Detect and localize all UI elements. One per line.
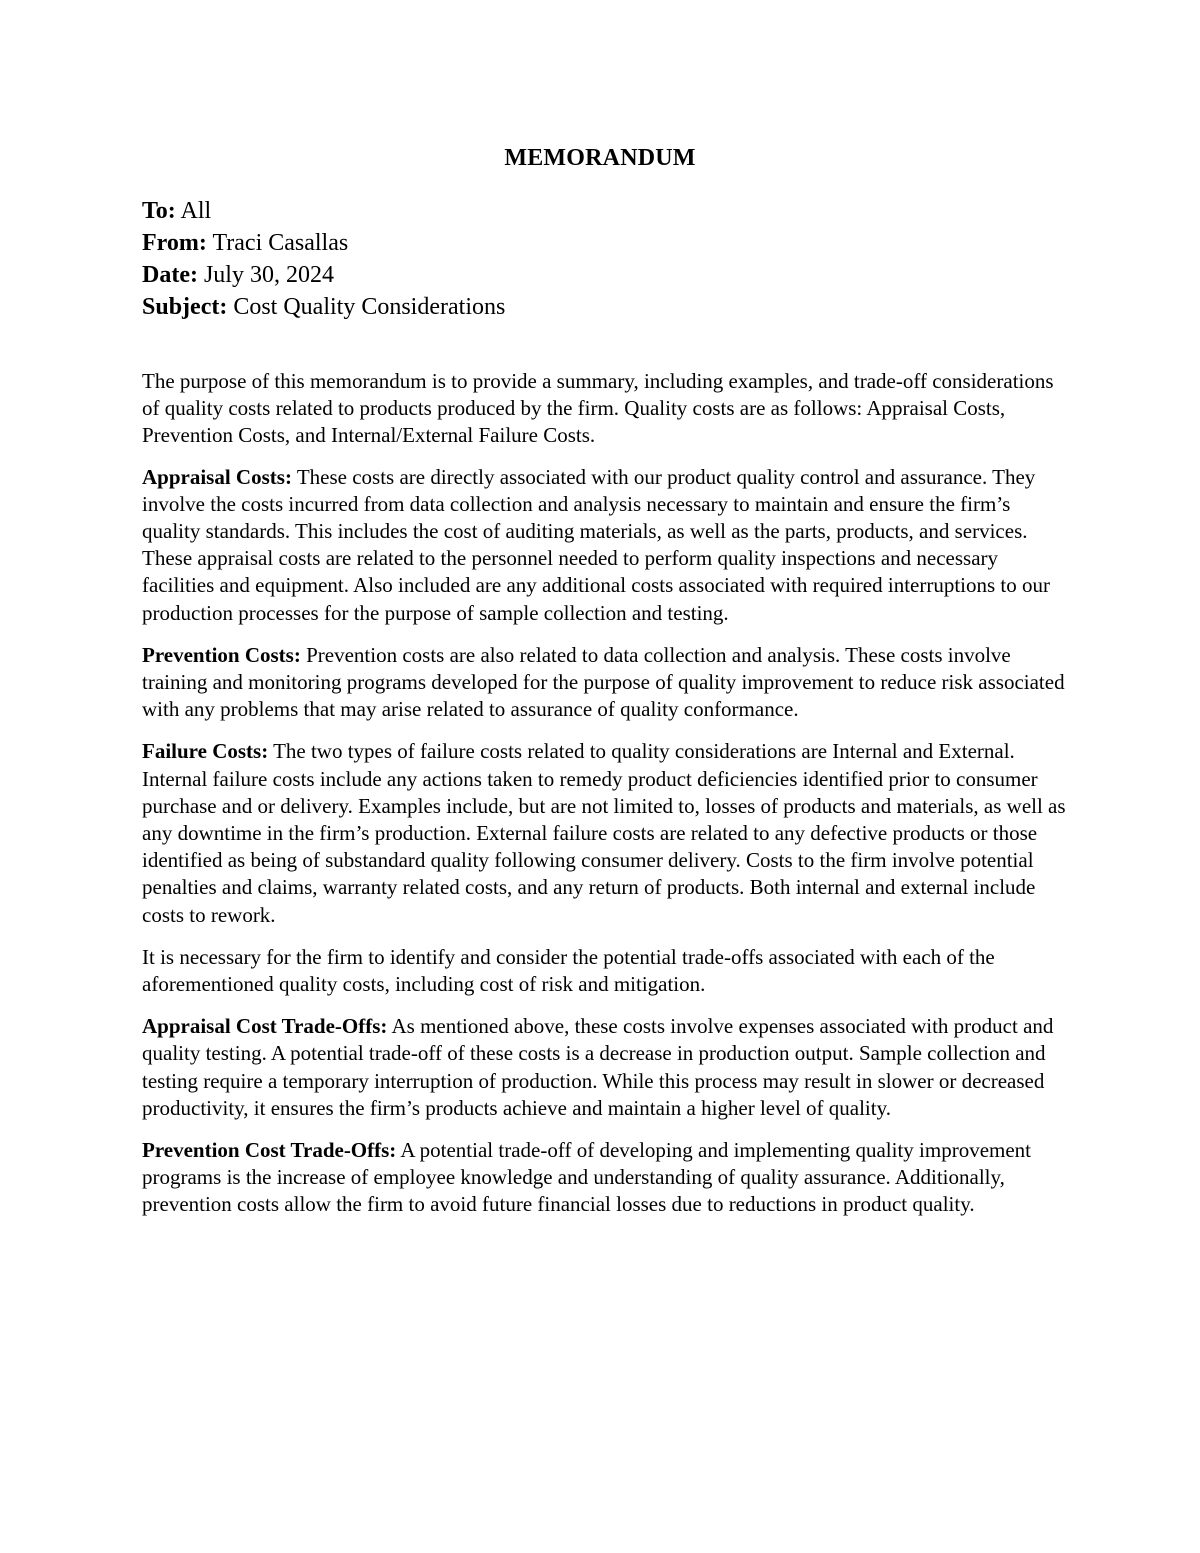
intro-paragraph: The purpose of this memorandum is to provide a summary, including examples, and trade-off considerations of quality costs related to products produced by the firm. Quality costs are as follows: Appraisal Costs, Prevention Costs, and Internal/External Failure Costs. — [142, 369, 1054, 448]
failure-costs-heading: Failure Costs: — [142, 739, 269, 764]
from-value: Traci Casallas — [212, 230, 349, 256]
memo-body — [142, 368, 1067, 1234]
failure-costs-text: The two types of failure costs related to quality considerations are Internal and External. Internal failure costs include any actions taken to remedy product deficiencies identified prior to consumer purchase and or delivery. Examples include, but are not limited to, losses of products and materials, as well as any downtime in the firm’s production. External failure costs are related to any defective products or those identified as being of substandard quality following consumer delivery. Costs to the firm involve potential penalties and claims, warranty related costs, and any return of products. Both internal and external include costs to rework. — [142, 739, 1066, 927]
appraisal-tradeoffs-heading: Appraisal Cost Trade-Offs: — [142, 1014, 388, 1039]
date-line — [142, 259, 1062, 291]
appraisal-costs-heading: Appraisal Costs: — [142, 464, 292, 489]
subject-value: Cost Quality Considerations — [233, 294, 506, 320]
prevention-costs-heading: Prevention Costs: — [142, 642, 301, 667]
appraisal-tradeoffs-text: As mentioned above, these costs involve expenses associated with product and quality testing. A potential trade-off of these costs is a decrease in production output. Sample collection and testing require a temporary interruption of production. While this process may result in slower or decreased productivity, it ensures the firm’s products achieve and maintain a higher level of quality. — [142, 1014, 1054, 1120]
appraisal-costs-text: These costs are directly associated with our product quality control and assurance. They involve the costs incurred from data collection and analysis necessary to maintain and ensure the firm’s quality standards. This includes the cost of auditing materials, as well as the parts, products, and services. These appraisal costs are related to the personnel needed to perform quality inspections and necessary facilities and equipment. Also included are any additional costs associated with required interruptions to our production processes for the purpose of sample collection and testing. — [142, 464, 1051, 625]
prevention-costs-paragraph — [142, 642, 1067, 724]
subject-label: Subject: — [142, 294, 228, 320]
from-line — [142, 227, 1062, 259]
prevention-costs-text: Prevention costs are also related to data collection and analysis. These costs involve training and monitoring programs developed for the purpose of quality improvement to reduce risk associated with any problems that may arise related to assurance of quality conformance. — [142, 642, 1065, 722]
prevention-tradeoffs-paragraph — [142, 1137, 1067, 1219]
to-line — [142, 195, 1062, 227]
failure-costs-paragraph — [142, 738, 1067, 928]
memo-header — [142, 195, 1062, 323]
prevention-tradeoffs-heading: Prevention Cost Trade-Offs: — [142, 1138, 397, 1163]
appraisal-costs-paragraph — [142, 464, 1067, 627]
subject-line — [142, 291, 1062, 323]
appraisal-tradeoffs-paragraph — [142, 1013, 1067, 1122]
tradeoff-intro-paragraph: It is necessary for the firm to identify and consider the potential trade-offs associated with each of the aforementioned quality costs, including cost of risk and mitigation. — [142, 944, 995, 997]
to-label: To: — [142, 198, 176, 224]
date-label: Date: — [142, 262, 198, 288]
to-value: All — [180, 198, 212, 224]
memo-title: MEMORANDUM — [504, 145, 696, 171]
prevention-tradeoffs-text: A potential trade-off of developing and implementing quality improvement programs is the increase of employee knowledge and understanding of quality assurance. Additionally, prevention costs allow the firm to avoid future financial losses due to reductions in product quality. — [142, 1138, 1032, 1217]
from-label: From: — [142, 230, 207, 256]
date-value: July 30, 2024 — [203, 262, 334, 288]
